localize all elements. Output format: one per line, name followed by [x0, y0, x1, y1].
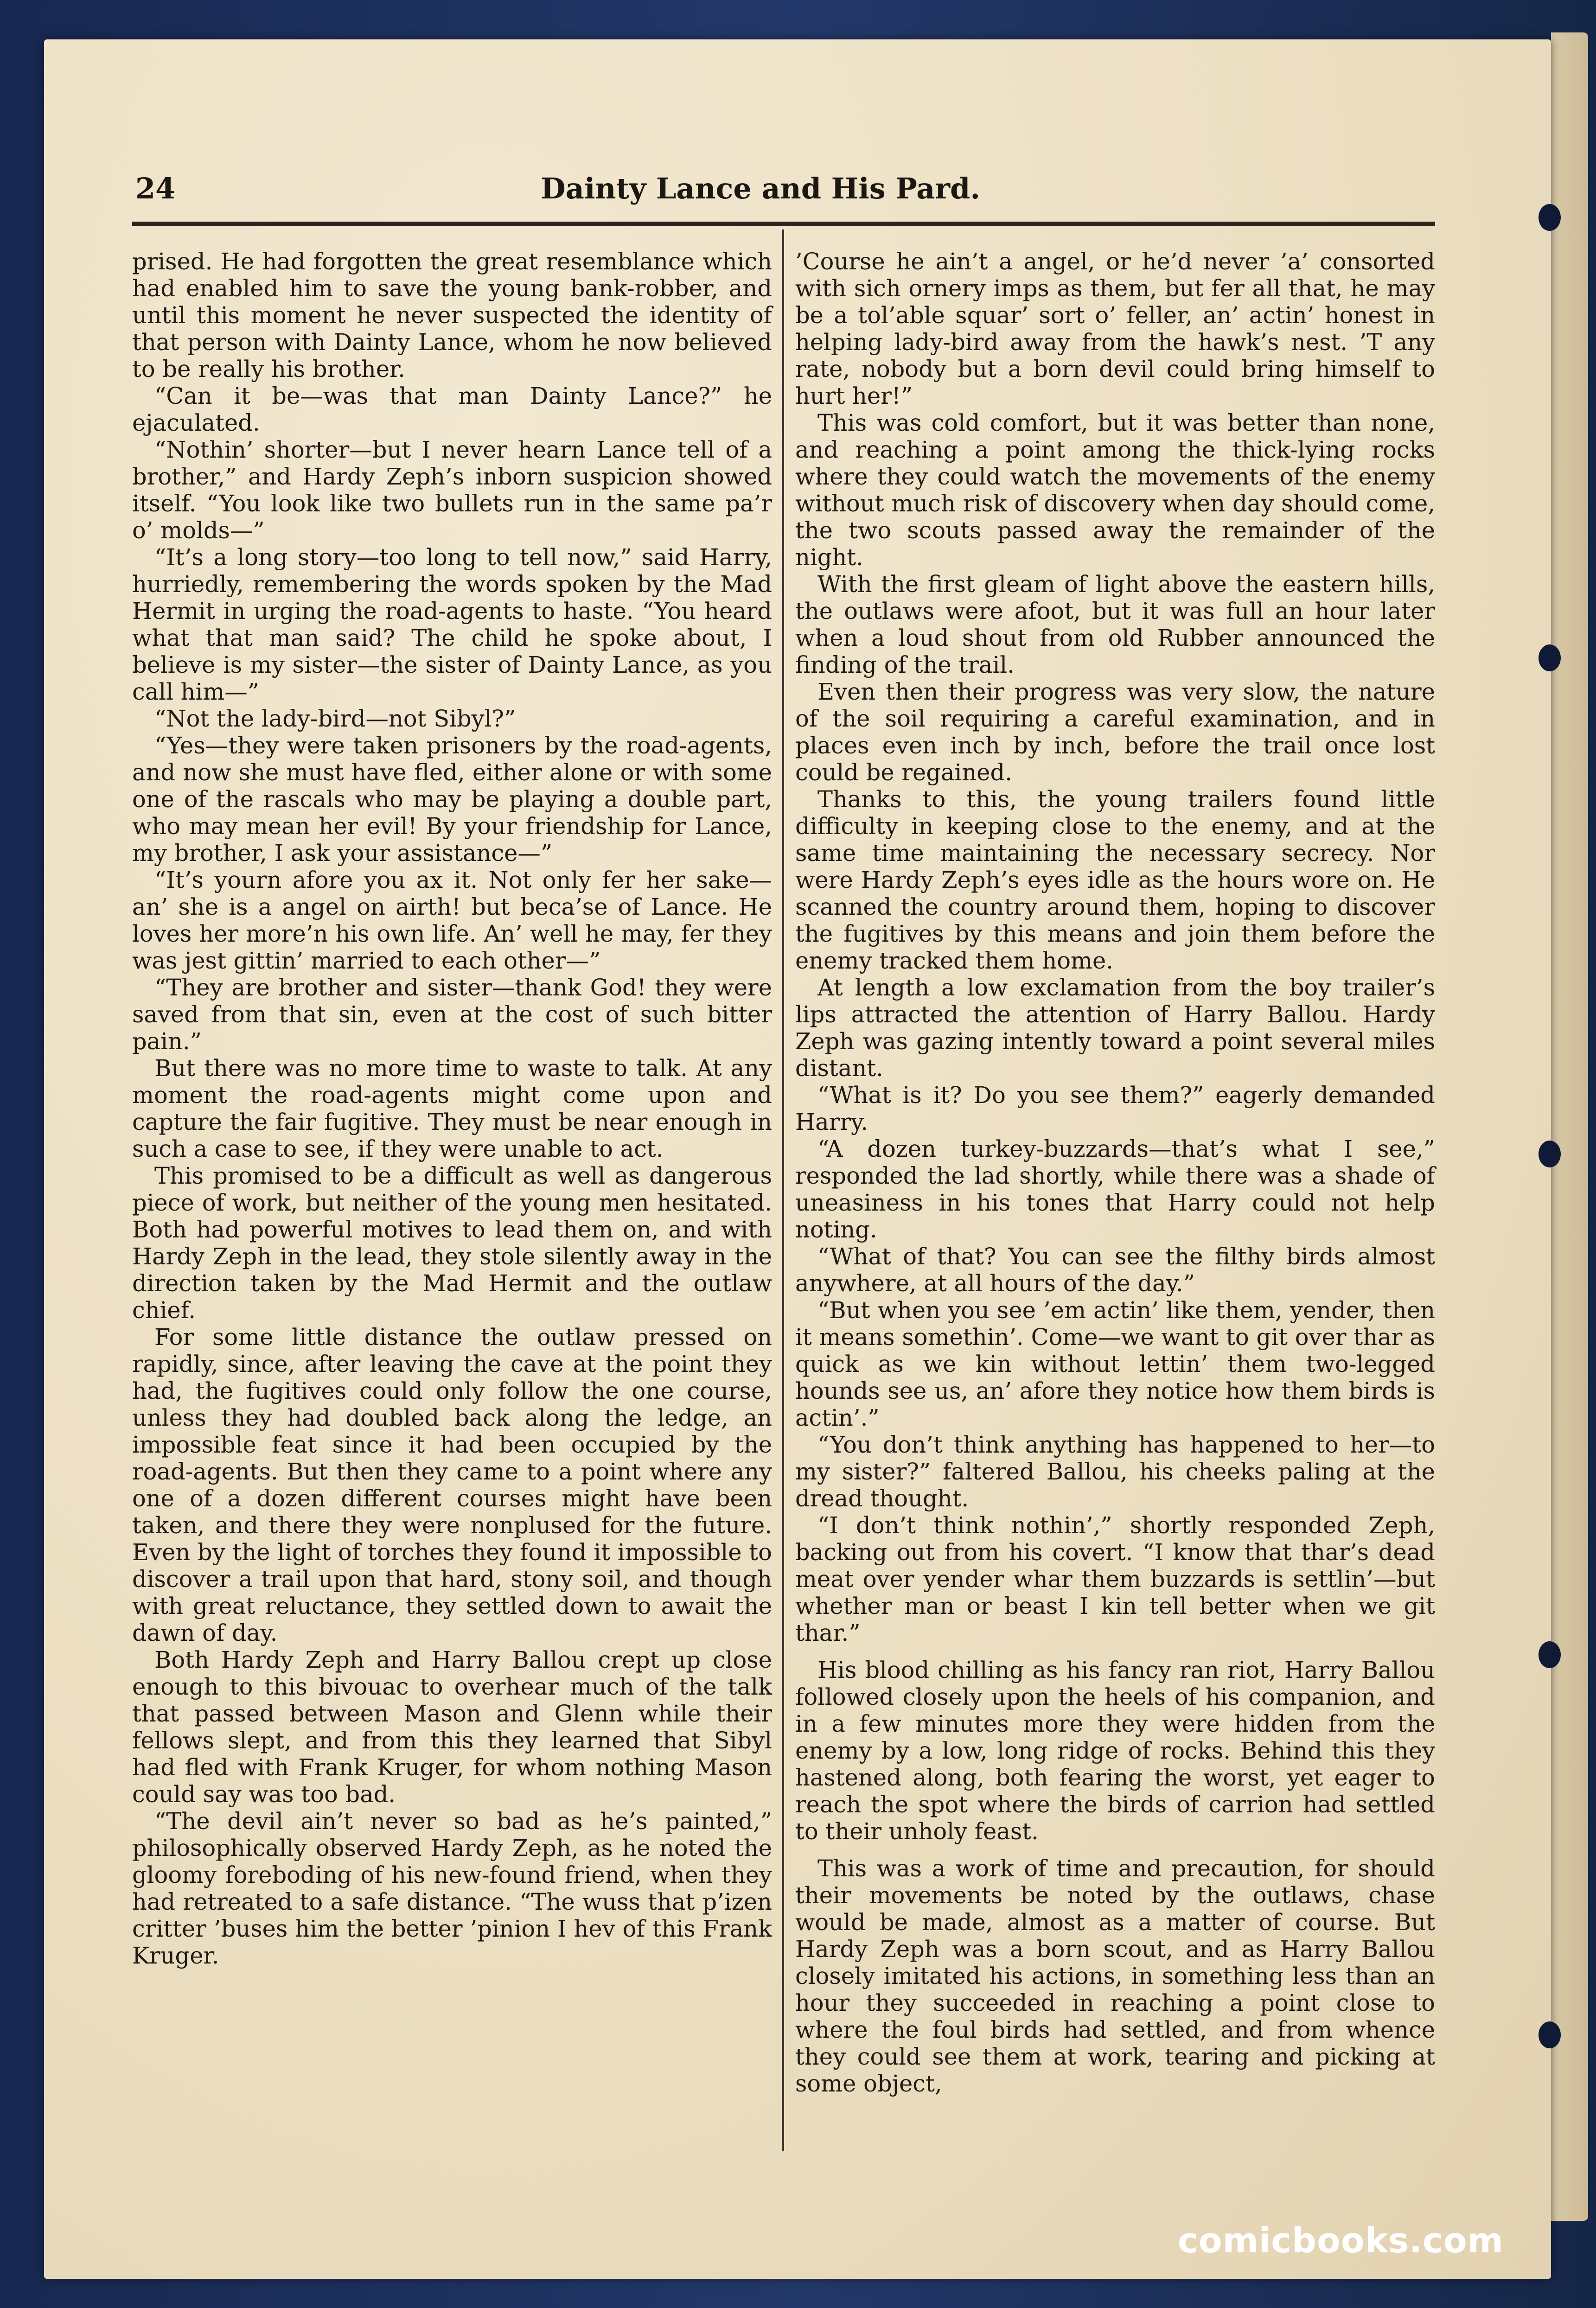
paragraph: “It’s yourn afore you ax it. Not only fer her sake—an’ she is a angel on airth! but beca’se of Lance. He loves her more’n his own life. An’ well he may, fer they was jest gittin’ married to each other—”	[132, 867, 772, 974]
paragraph: “It’s a long story—too long to tell now,” said Harry, hurriedly, remembering the words spoken by the Mad Hermit in urging the road-agents to haste. “You heard what that man said? The child he spoke about, I believe is my sister—the sister of Dainty Lance, as you call him—”	[132, 544, 772, 705]
paragraph: But there was no more time to waste to talk. At any moment the road-agents might come upon and capture the fair fugitive. They must be near enough in such a case to see, if they were unable to act.	[132, 1055, 772, 1162]
watermark: comicbooks.com	[1178, 2221, 1504, 2261]
paragraph: “The devil ain’t never so bad as he’s painted,” philosophically observed Hardy Zeph, as he noted the gloomy foreboding of his new-found friend, when they had retreated to a safe distance. “The wuss that p’izen critter ’buses him the better ’pinion I hev of this Frank Kruger.	[132, 1808, 772, 1969]
binding-hole-icon	[1539, 204, 1561, 231]
binding-hole-icon	[1539, 1641, 1561, 1668]
paragraph: His blood chilling as his fancy ran riot, Harry Ballou followed closely upon the heels of his companion, and in a few minutes more they were hidden from the enemy by a low, long ridge of rocks. Behind this they hastened along, both fearing the worst, yet eager to reach the spot where the birds of carrion had settled to their unholy feast.	[795, 1657, 1435, 1845]
left-column	[132, 248, 772, 1969]
paragraph: “What is it? Do you see them?” eagerly demanded Harry.	[795, 1082, 1435, 1135]
binding-hole-icon	[1539, 1141, 1561, 1167]
paragraph: “Not the lady-bird—not Sibyl?”	[154, 705, 516, 732]
paragraph: ’Course he ain’t a angel, or he’d never ’a’ consorted with sich ornery imps as them, but fer all that, he may be a tol’able squar’ sort o’ feller, an’ actin’ honest in helping lady-bird away from the hawk’s nest. ’T any rate, nobody but a born devil could bring himself to hurt her!”	[795, 248, 1435, 409]
paragraph: For some little distance the outlaw pressed on rapidly, since, after leaving the cave at the point they had, the fugitives could only follow the one course, unless they had doubled back along the ledge, an impossible feat since it had been occupied by the road-agents. But then they came to a point where any one of a dozen different courses might have been taken, and there they were nonplused for the future. Even by the light of torches they found it impossible to discover a trail upon that hard, stony soil, and though with great reluctance, they settled down to await the dawn of day.	[132, 1324, 772, 1646]
paragraph: “Can it be—was that man Dainty Lance?” he ejaculated.	[132, 383, 772, 436]
running-title: Dainty Lance and His Pard.	[541, 172, 980, 205]
header-rule	[132, 222, 1435, 226]
paragraph: This was cold comfort, but it was better than none, and reaching a point among the thick-lying rocks where they could watch the movements of the enemy without much risk of discovery when day should come, the two scouts passed away the remainder of the night.	[795, 409, 1435, 571]
paragraph: “Nothin’ shorter—but I never hearn Lance tell of a brother,” and Hardy Zeph’s inborn suspicion showed itself. “You look like two bullets run in the same pa’r o’ molds—”	[132, 436, 772, 544]
paragraph: Thanks to this, the young trailers found little difficulty in keeping close to the enemy, and at the same time maintaining the necessary secrecy. Nor were Hardy Zeph’s eyes idle as the hours wore on. He scanned the country around them, hoping to discover the fugitives by this means and join them before the enemy tracked them home.	[795, 786, 1435, 974]
page-header	[93, 167, 1428, 223]
paragraph: “What of that? You can see the filthy birds almost anywhere, at all hours of the day.”	[795, 1243, 1435, 1297]
binding-hole-icon	[1539, 2021, 1561, 2048]
page-number: 24	[135, 172, 176, 205]
paragraph: “Yes—they were taken prisoners by the road-agents, and now she must have fled, either alone or with some one of the rascals who may be playing a double part, who may mean her evil! By your friendship for Lance, my brother, I ask your assistance—”	[132, 732, 772, 867]
column-divider	[782, 230, 784, 2151]
page-edge	[1551, 32, 1588, 2221]
paragraph: “A dozen turkey-buzzards—that’s what I see,” responded the lad shortly, while there was a shade of uneasiness in his tones that Harry could not help noting.	[795, 1135, 1435, 1243]
paragraph: “But when you see ’em actin’ like them, yender, then it means somethin’. Come—we want to git over thar as quick as we kin without lettin’ them two-legged hounds see us, an’ afore they notice how them birds is actin’.”	[795, 1297, 1435, 1431]
paragraph: Even then their progress was very slow, the nature of the soil requiring a careful examination, and in places even inch by inch, before the trail once lost could be regained.	[795, 678, 1435, 786]
paragraph: prised. He had forgotten the great resemblance which had enabled him to save the young bank-robber, and until this moment he never suspected the identity of that person with Dainty Lance, whom he now believed to be really his brother.	[132, 248, 772, 383]
paragraph: This was a work of time and precaution, for should their movements be noted by the outlaws, chase would be made, almost as a matter of course. But Hardy Zeph was a born scout, and as Harry Ballou closely imitated his actions, in something less than an hour they succeeded in reaching a point close to where the foul birds had settled, and from whence they could see them at work, tearing and picking at some object,	[795, 1855, 1435, 2097]
paragraph: At length a low exclamation from the boy trailer’s lips attracted the attention of Harry Ballou. Hardy Zeph was gazing intently toward a point several miles distant.	[795, 974, 1435, 1082]
paragraph: “You don’t think anything has happened to her—to my sister?” faltered Ballou, his cheeks paling at the dread thought.	[795, 1431, 1435, 1512]
paragraph: “I don’t think nothin’,” shortly responded Zeph, backing out from his covert. “I know that thar’s dead meat over yender whar them buzzards is settlin’—but whether man or beast I kin tell better when we git thar.”	[795, 1512, 1435, 1646]
paragraph: “They are brother and sister—thank God! they were saved from that sin, even at the cost of such bitter pain.”	[132, 974, 772, 1055]
right-column	[795, 248, 1435, 2097]
paragraph: With the first gleam of light above the eastern hills, the outlaws were afoot, but it was full an hour later when a loud shout from old Rubber announced the finding of the trail.	[795, 571, 1435, 678]
binding-hole-icon	[1539, 644, 1561, 671]
paragraph: Both Hardy Zeph and Harry Ballou crept up close enough to this bivouac to overhear much of the talk that passed between Mason and Glenn while their fellows slept, and from this they learned that Sibyl had fled with Frank Kruger, for whom nothing Mason could say was too bad.	[132, 1646, 772, 1808]
paragraph: This promised to be a difficult as well as dangerous piece of work, but neither of the young men hesitated. Both had powerful motives to lead them on, and with Hardy Zeph in the lead, they stole silently away in the direction taken by the Mad Hermit and the outlaw chief.	[132, 1162, 772, 1324]
